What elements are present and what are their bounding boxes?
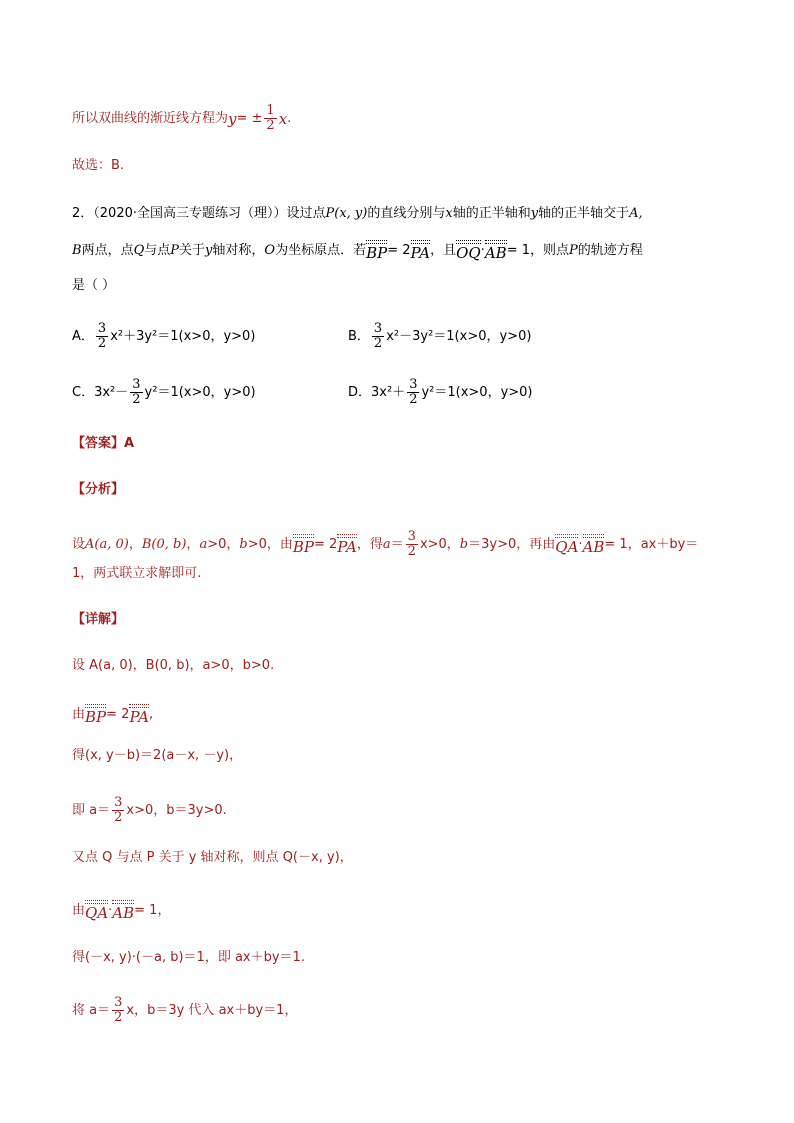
answer-text: 【答案】A	[72, 436, 135, 451]
vector-bp: BP	[366, 238, 387, 263]
t: ·	[108, 902, 113, 918]
options-row-2b	[348, 378, 533, 407]
detail-line-8	[72, 996, 297, 1025]
t: >0，由	[247, 536, 293, 552]
denominator: 2	[266, 118, 275, 133]
text: 得(－x, y)·(－a, b)＝1，即 ax＋by＝1.	[72, 950, 305, 965]
detail-line-5	[72, 848, 353, 868]
text: 是（ ）	[72, 278, 116, 293]
t: = 1，	[604, 536, 641, 552]
denominator: 2	[97, 336, 107, 351]
t: ，	[128, 536, 142, 552]
text: 1，两式联立求解即可.	[72, 566, 202, 581]
vector-pa: PA	[411, 238, 431, 263]
question-line-2	[72, 238, 643, 263]
vector-qa: QA	[85, 898, 108, 923]
numerator: 3	[409, 377, 418, 392]
numerator: 3	[114, 795, 123, 810]
var: (x, y)	[334, 206, 368, 221]
fraction	[264, 104, 276, 133]
option-b	[348, 322, 531, 351]
var-y: y	[228, 109, 237, 128]
line-choice	[72, 156, 124, 176]
text: = 2	[387, 242, 411, 258]
vector-ab: AB	[583, 532, 605, 557]
line-asymptote	[72, 104, 291, 133]
vector-oq: OQ	[456, 238, 481, 263]
fraction	[130, 378, 142, 407]
option-label: C．3x²－	[72, 384, 129, 400]
vector-pa: PA	[337, 532, 357, 557]
var: y	[530, 206, 539, 221]
text: ·	[480, 242, 485, 258]
detail-line-6	[72, 898, 170, 923]
t: = 2	[314, 536, 338, 552]
t: b	[239, 536, 248, 552]
text: 故选：B.	[72, 158, 125, 173]
text: .	[287, 110, 292, 126]
denominator: 2	[114, 1010, 123, 1025]
option-label: B．	[348, 328, 370, 344]
heading: 【分析】	[72, 482, 125, 497]
t: = 2	[106, 706, 130, 722]
t: 设	[72, 536, 86, 552]
vector-ab: AB	[485, 238, 507, 263]
var: x	[445, 206, 453, 221]
analysis-line-1	[72, 530, 698, 559]
option-d	[348, 378, 533, 407]
t: A(a, 0)	[85, 536, 129, 552]
fraction	[407, 378, 419, 407]
text: 的轨迹方程	[577, 242, 643, 258]
question-line-3	[72, 276, 115, 296]
denominator: 2	[132, 392, 141, 407]
text: = 1，则点	[506, 242, 569, 258]
vector-qa: QA	[555, 532, 578, 557]
t: ax＋by＝	[640, 536, 699, 552]
var: P	[170, 242, 180, 258]
denominator: 2	[407, 544, 416, 559]
question-line-1	[72, 204, 643, 224]
vector-bp: BP	[293, 532, 314, 557]
option-label: D．3x²＋	[348, 384, 406, 400]
detail-line-7	[72, 948, 305, 968]
t: B(0, b)	[141, 536, 187, 552]
numerator: 1	[266, 103, 275, 118]
fraction	[96, 322, 108, 351]
numerator: 3	[114, 995, 123, 1010]
options-row-1b	[348, 322, 531, 351]
analysis-line-2	[72, 564, 201, 584]
detail-line-2	[72, 702, 153, 727]
text: 与点	[144, 242, 171, 258]
text: 得(x, y－b)＝2(a－x, －y)，	[72, 748, 243, 763]
option-a	[72, 322, 255, 351]
vector-pa: PA	[129, 702, 149, 727]
text: = ±	[236, 110, 263, 126]
t: 即 a＝	[72, 802, 111, 818]
t: 由	[72, 902, 86, 918]
var: B	[72, 242, 82, 258]
detail-line-3	[72, 746, 242, 766]
fraction	[372, 322, 384, 351]
text: ，且	[430, 242, 457, 258]
t: ＝3y>0，再由	[468, 536, 556, 552]
t: 将 a＝	[72, 1002, 111, 1018]
t: >0，	[207, 536, 240, 552]
numerator: 3	[373, 321, 383, 336]
analysis-heading	[72, 480, 124, 500]
detail-line-4	[72, 796, 227, 825]
fraction	[406, 530, 418, 559]
text: 设 A(a, 0)，B(0, b)，a>0，b>0.	[72, 658, 275, 673]
text: 关于	[179, 242, 206, 258]
text: 所以双曲线的渐近线方程为	[72, 110, 229, 126]
t: x>0，	[419, 536, 460, 552]
vector-ab: AB	[112, 898, 134, 923]
t: ,	[149, 706, 154, 722]
option-c	[72, 378, 256, 407]
text: 轴对称，	[212, 242, 265, 258]
t: ，	[186, 536, 200, 552]
option-text: y²＝1(x>0，y>0)	[144, 384, 256, 400]
text: 轴的正半轴和	[452, 206, 531, 221]
var: O	[264, 242, 276, 258]
var: P	[325, 206, 335, 221]
t: = 1，	[134, 902, 171, 918]
text: 两点，点	[81, 242, 134, 258]
text: 为坐标原点．若	[275, 242, 367, 258]
t: ＝	[390, 536, 404, 552]
options-row-2	[72, 378, 256, 407]
denominator: 2	[373, 336, 383, 351]
options-row-1	[72, 322, 255, 351]
numerator: 3	[132, 377, 141, 392]
denominator: 2	[409, 392, 418, 407]
option-text: x²＋3y²＝1(x>0，y>0)	[110, 328, 256, 344]
vector-bp: BP	[85, 702, 106, 727]
t: x，b＝3y 代入 ax＋by＝1，	[126, 1002, 298, 1018]
t: ·	[578, 536, 583, 552]
t: x>0，b＝3y>0.	[126, 802, 227, 818]
var: P	[569, 242, 578, 258]
var: Q	[133, 242, 145, 258]
t: 由	[72, 706, 86, 722]
text: 2．（2020·全国高三专题练习（理））设过点	[72, 206, 326, 221]
option-text: x²－3y²＝1(x>0，y>0)	[386, 328, 532, 344]
fraction	[112, 796, 124, 825]
t: a	[382, 536, 391, 552]
numerator: 3	[97, 321, 107, 336]
var: A,	[629, 206, 643, 221]
fraction	[112, 996, 124, 1025]
var-x: x	[278, 109, 288, 128]
answer	[72, 434, 134, 454]
detail-heading	[72, 610, 124, 630]
t: a	[199, 536, 208, 552]
option-text: y²＝1(x>0，y>0)	[421, 384, 533, 400]
text: 又点 Q 与点 P 关于 y 轴对称，则点 Q(－x, y)，	[72, 850, 353, 865]
text: 轴的正半轴交于	[538, 206, 630, 221]
t: b	[459, 536, 469, 552]
var: y	[205, 242, 213, 258]
option-label: A．	[72, 328, 94, 344]
detail-line-1	[72, 656, 274, 676]
text: 的直线分别与	[367, 206, 446, 221]
t: ，得	[356, 536, 383, 552]
heading: 【详解】	[72, 612, 125, 627]
numerator: 3	[407, 529, 416, 544]
denominator: 2	[114, 810, 123, 825]
